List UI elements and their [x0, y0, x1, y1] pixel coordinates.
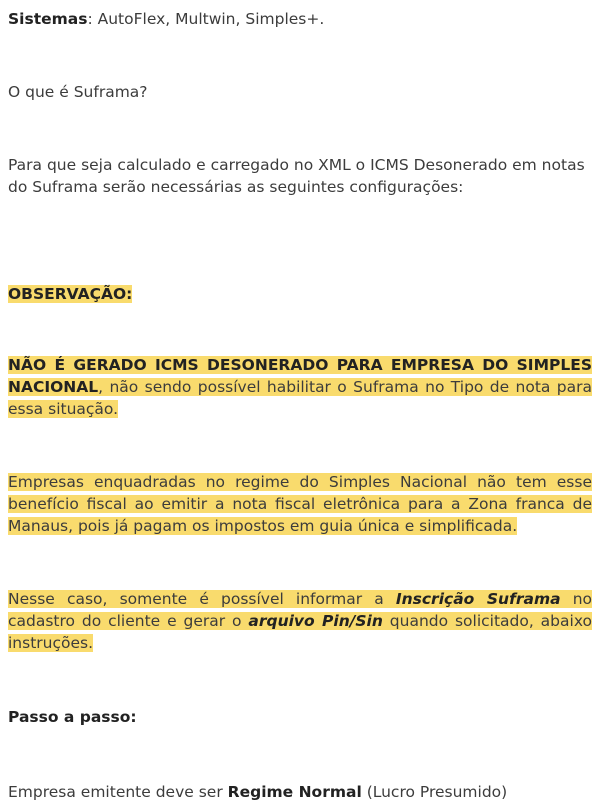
case-note-inscricao: Inscrição Suframa	[395, 590, 561, 608]
case-note-part3: quando solicitado, abaixo instruções.	[8, 612, 592, 652]
regime-part2: (Lucro Presumido)	[361, 783, 508, 801]
article-body	[8, 8, 592, 803]
regime-part1: Empresa emitente deve ser	[8, 783, 228, 801]
systems-label: Sistemas	[8, 10, 88, 28]
observation-heading-text: OBSERVAÇÃO:	[8, 285, 133, 303]
systems-value: : AutoFlex, Multwin, Simples+.	[87, 10, 325, 28]
case-note-paragraph	[8, 588, 592, 654]
warning-bold: NÃO É GERADO ICMS DESONERADO PARA EMPRESA DO SIMPLES NACIONAL	[8, 356, 592, 396]
question-line: O que é Suframa?	[8, 83, 148, 101]
intro-paragraph: Para que seja calculado e carregado no XML o ICMS Desonerado em notas do Suframa serão necessárias as seguintes configurações:	[8, 156, 585, 196]
simples-note-text: Empresas enquadradas no regime do Simples Nacional não tem esse benefício fiscal ao emitir a nota fiscal eletrônica para a Zona franca de Manaus, pois já pagam os impostos em guia única e simplificada.	[8, 473, 592, 535]
systems-line	[8, 8, 592, 30]
simples-note-paragraph	[8, 471, 592, 537]
regime-bold: Regime Normal	[227, 783, 362, 801]
case-note-part2: no cadastro do cliente e gerar o	[8, 590, 592, 630]
warning-rest: , não sendo possível habilitar o Suframa no Tipo de nota para essa situação.	[8, 378, 592, 418]
case-note-arquivo: arquivo Pin/Sin	[248, 612, 383, 630]
warning-paragraph	[8, 354, 592, 420]
steps-heading	[8, 706, 592, 728]
case-note-part1: Nesse caso, somente é possível informar a	[8, 590, 396, 608]
observation-heading	[8, 283, 592, 305]
steps-heading-text: Passo a passo:	[8, 708, 137, 726]
